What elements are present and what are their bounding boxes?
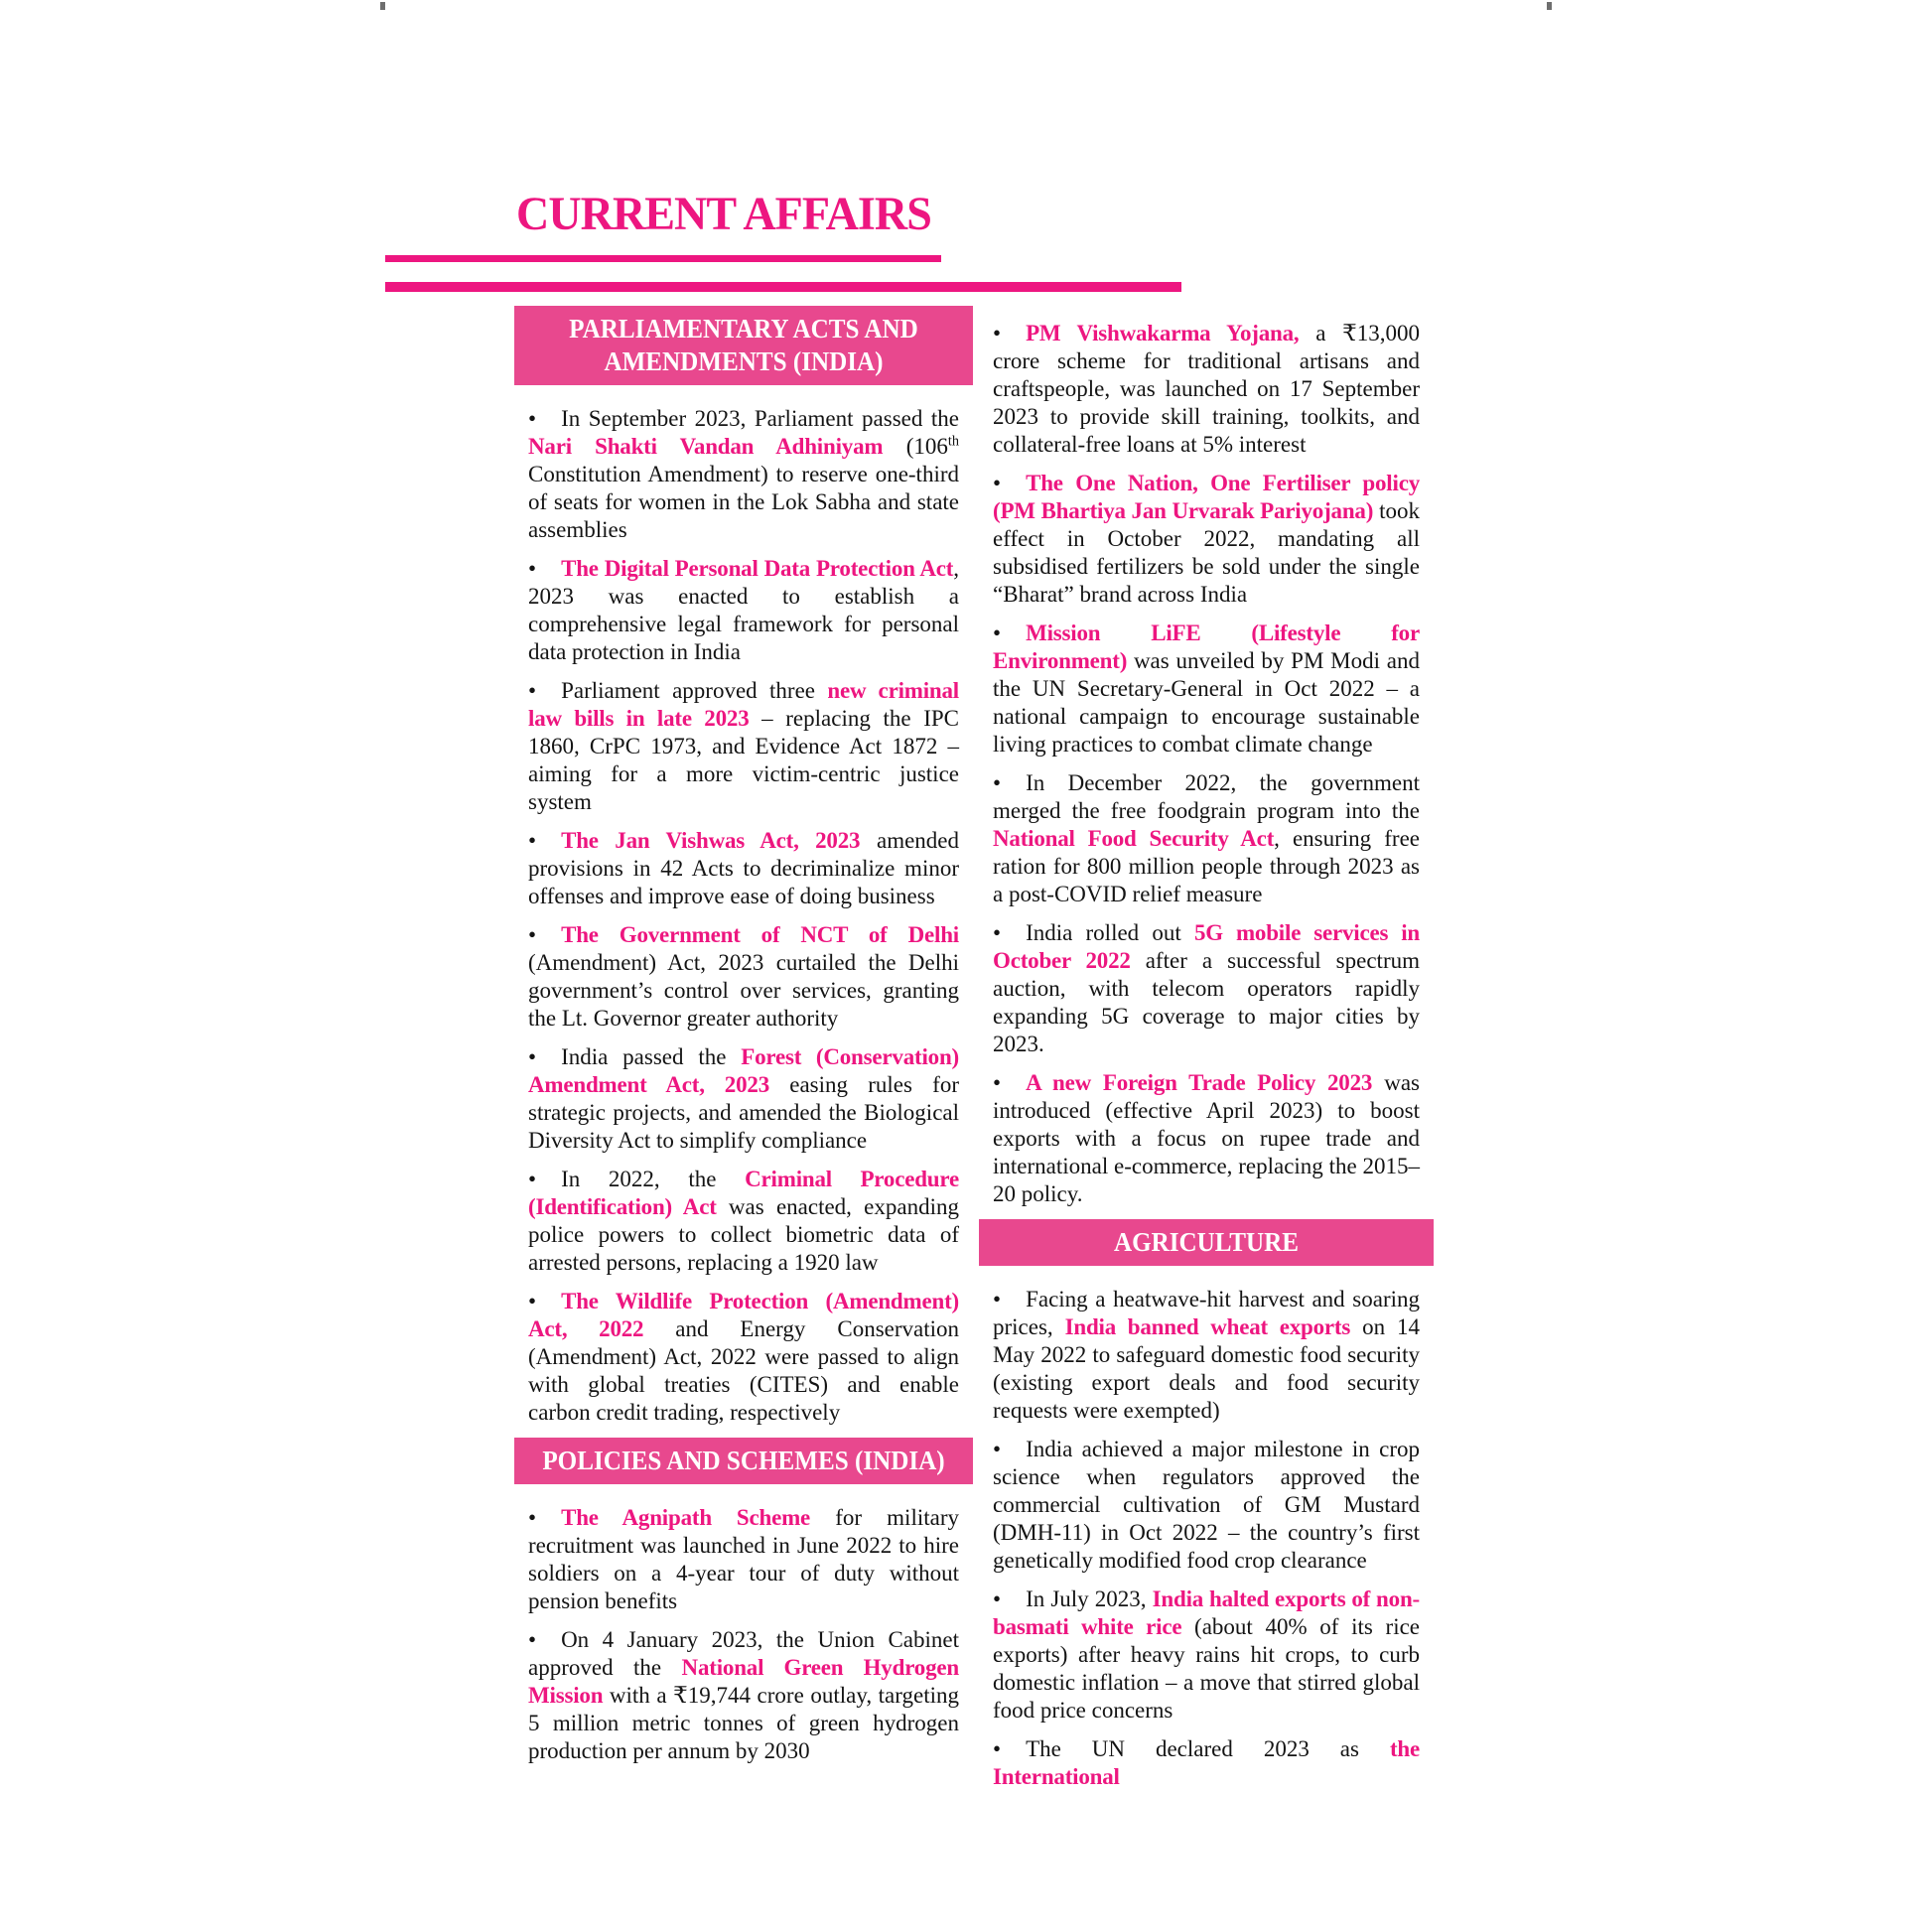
- bullet-item: [528, 1043, 959, 1155]
- bullet-item: [993, 470, 1420, 609]
- body-text: The UN declared 2023 as: [1026, 1736, 1390, 1761]
- section-header-agriculture: [979, 1219, 1434, 1266]
- body-text: (Amendment) Act, 2023 curtailed the Delhi government’s control over services, granting the Lt. Governor greater authority: [528, 950, 959, 1031]
- bullet-icon: •: [528, 1289, 537, 1313]
- body-text: for military recruitment was launched in June 2022 to hire soldiers on a 4-year tour of duty without pension benefits: [528, 1505, 959, 1613]
- bullet-icon: •: [528, 1505, 537, 1530]
- bullet-icon: •: [993, 1437, 1002, 1461]
- body-text: Constitution Amendment) to reserve one-third of seats for women in the Lok Sabha and state assemblies: [528, 462, 959, 542]
- highlight-text: The Digital Personal Data Protection Act: [561, 556, 954, 581]
- body-text: easing rules for strategic projects, and amended the Biological Diversity Act to simplify compliance: [528, 1072, 959, 1153]
- body-text: with a ₹19,744 crore outlay, targeting 5 million metric tonnes of green hydrogen production per annum by 2030: [528, 1683, 959, 1763]
- highlight-text: India halted exports of non-basmati white rice: [993, 1587, 1420, 1639]
- highlight-text: Nari Shakti Vandan Adhiniyam: [528, 434, 884, 459]
- title-underline-thin: [385, 255, 941, 262]
- highlight-text: new criminal law bills in late 2023: [528, 678, 959, 731]
- highlight-text: Forest (Conservation) Amendment Act, 2023: [528, 1044, 959, 1097]
- body-text: , 2023 was enacted to establish a comprehensive legal framework for personal data protection in India: [528, 556, 959, 664]
- highlight-text: The Wildlife Protection (Amendment) Act, 2022: [528, 1289, 959, 1341]
- bullet-item: [528, 405, 959, 544]
- bullet-item: [993, 320, 1420, 459]
- bullet-item: [528, 921, 959, 1033]
- bullet-icon: •: [528, 556, 537, 581]
- highlight-text: India banned wheat exports: [1064, 1314, 1351, 1339]
- section-header-text: AMENDMENTS (INDIA): [604, 346, 884, 376]
- bullet-item: [993, 919, 1420, 1058]
- highlight-text: National Food Security Act: [993, 826, 1275, 851]
- bullet-item: [528, 827, 959, 910]
- body-text: was unveiled by PM Modi and the UN Secretary-General in Oct 2022 – a national campaign to encourage sustainable living practices to combat climate change: [993, 648, 1420, 757]
- highlight-text: The One Nation, One Fertiliser policy (PM Bhartiya Jan Urvarak Pariyojana): [993, 471, 1420, 523]
- highlight-text: The Jan Vishwas Act, 2023: [561, 828, 861, 853]
- bullet-icon: •: [528, 922, 537, 947]
- section-header-text: POLICIES AND SCHEMES (INDIA): [542, 1446, 945, 1475]
- bullet-item: [528, 677, 959, 816]
- bullet-item: [993, 1286, 1420, 1425]
- page-title: CURRENT AFFAIRS: [516, 188, 931, 240]
- bullet-item: [528, 555, 959, 666]
- highlight-text: A new Foreign Trade Policy 2023: [1026, 1070, 1373, 1095]
- highlight-text: 5G mobile services in October 2022: [993, 920, 1421, 973]
- body-text: India passed the: [561, 1044, 742, 1069]
- highlight-text: Criminal Procedure (Identification) Act: [528, 1167, 959, 1219]
- bullet-icon: •: [993, 1287, 1002, 1311]
- highlight-text: The Government of NCT of Delhi: [561, 922, 959, 947]
- bullet-item: [528, 1288, 959, 1427]
- column-right: [993, 320, 1420, 1791]
- bullet-icon: •: [993, 1070, 1002, 1095]
- bullet-icon: •: [528, 678, 537, 703]
- body-text: On 4 January 2023, the Union Cabinet approved the: [528, 1627, 959, 1680]
- body-text: (106: [883, 434, 948, 459]
- body-text: (about 40% of its rice exports) after heavy rains hit crops, to curb domestic inflation – a move that stirred global food price concerns: [993, 1614, 1420, 1723]
- body-text: In July 2023,: [1026, 1587, 1153, 1611]
- body-text: took effect in October 2022, mandating all subsidised fertilizers be sold under the single “Bharat” brand across India: [993, 498, 1421, 607]
- bullet-icon: •: [528, 828, 537, 853]
- title-underline-thick: [385, 282, 1181, 292]
- bullet-item: [528, 1626, 959, 1765]
- bullet-icon: •: [993, 920, 1002, 945]
- bullet-icon: •: [993, 1736, 1002, 1761]
- bullet-icon: •: [993, 321, 1002, 345]
- body-text: Parliament approved three: [561, 678, 828, 703]
- highlight-text: Mission LiFE (Lifestyle for Environment): [993, 621, 1420, 673]
- bullet-icon: •: [528, 1044, 537, 1069]
- body-text: India rolled out: [1026, 920, 1194, 945]
- bullet-item: [528, 1166, 959, 1277]
- body-text: after a successful spectrum auction, with telecom operators rapidly expanding 5G coverage to major cities by 2023.: [993, 948, 1420, 1056]
- crop-mark-right: [1547, 2, 1552, 10]
- crop-mark-left: [380, 2, 385, 10]
- body-text: In 2022, the: [561, 1167, 746, 1191]
- bullet-item: [993, 1069, 1420, 1208]
- bullet-icon: •: [993, 621, 1002, 645]
- highlight-text: the International: [993, 1736, 1420, 1789]
- bullet-item: [993, 620, 1420, 759]
- body-text: India achieved a major milestone in crop science when regulators approved the commercial cultivation of GM Mustard (DMH-11) in Oct 2022 – the country’s first genetically modified food crop clearance: [993, 1437, 1420, 1573]
- section-header-parliamentary-acts-and-amendments-india: [514, 306, 973, 385]
- body-text: amended provisions in 42 Acts to decriminalize minor offenses and improve ease of doing business: [528, 828, 960, 908]
- body-text: a ₹13,000 crore scheme for traditional artisans and craftspeople, was launched on 17 September 2023 to provide skill training, toolkits, and collateral-free loans at 5% interest: [993, 321, 1420, 457]
- bullet-item: [528, 1504, 959, 1615]
- body-text: and Energy Conservation (Amendment) Act, 2022 were passed to align with global treaties (CITES) and enable carbon credit trading, respectively: [528, 1316, 959, 1425]
- bullet-item: [993, 769, 1420, 908]
- highlight-text: PM Vishwakarma Yojana,: [1026, 321, 1300, 345]
- body-text: , ensuring free ration for 800 million people through 2023 as a post-COVID relief measure: [993, 826, 1420, 906]
- body-text: was introduced (effective April 2023) to boost exports with a focus on rupee trade and international e-commerce, replacing the 2015–20 policy.: [993, 1070, 1420, 1206]
- bullet-icon: •: [993, 471, 1002, 495]
- column-left: [528, 306, 959, 1765]
- bullet-icon: •: [528, 1167, 537, 1191]
- body-text: was enacted, expanding police powers to collect biometric data of arrested persons, replacing a 1920 law: [528, 1194, 959, 1275]
- bullet-icon: •: [528, 406, 537, 431]
- body-text: In September 2023, Parliament passed the: [561, 406, 959, 431]
- body-text: Facing a heatwave-hit harvest and soaring prices,: [993, 1287, 1420, 1339]
- bullet-icon: •: [993, 770, 1002, 795]
- bullet-item: [993, 1436, 1420, 1575]
- bullet-icon: •: [528, 1627, 537, 1652]
- body-text: on 14 May 2022 to safeguard domestic food security (existing export deals and food security requests were exempted): [993, 1314, 1421, 1423]
- bullet-item: [993, 1586, 1420, 1725]
- bullet-icon: •: [993, 1587, 1002, 1611]
- section-header-text: PARLIAMENTARY ACTS AND: [569, 314, 918, 344]
- highlight-text: National Green Hydrogen Mission: [528, 1655, 959, 1708]
- bullet-item: [993, 1735, 1420, 1791]
- body-text: In December 2022, the government merged the free foodgrain program into the: [993, 770, 1420, 823]
- section-header-policies-and-schemes-india: [514, 1438, 973, 1484]
- body-text: – replacing the IPC 1860, CrPC 1973, and Evidence Act 1872 – aiming for a more victim-centric justice system: [528, 706, 959, 814]
- superscript-text: th: [947, 433, 959, 450]
- section-header-text: AGRICULTURE: [1113, 1227, 1300, 1257]
- highlight-text: The Agnipath Scheme: [561, 1505, 811, 1530]
